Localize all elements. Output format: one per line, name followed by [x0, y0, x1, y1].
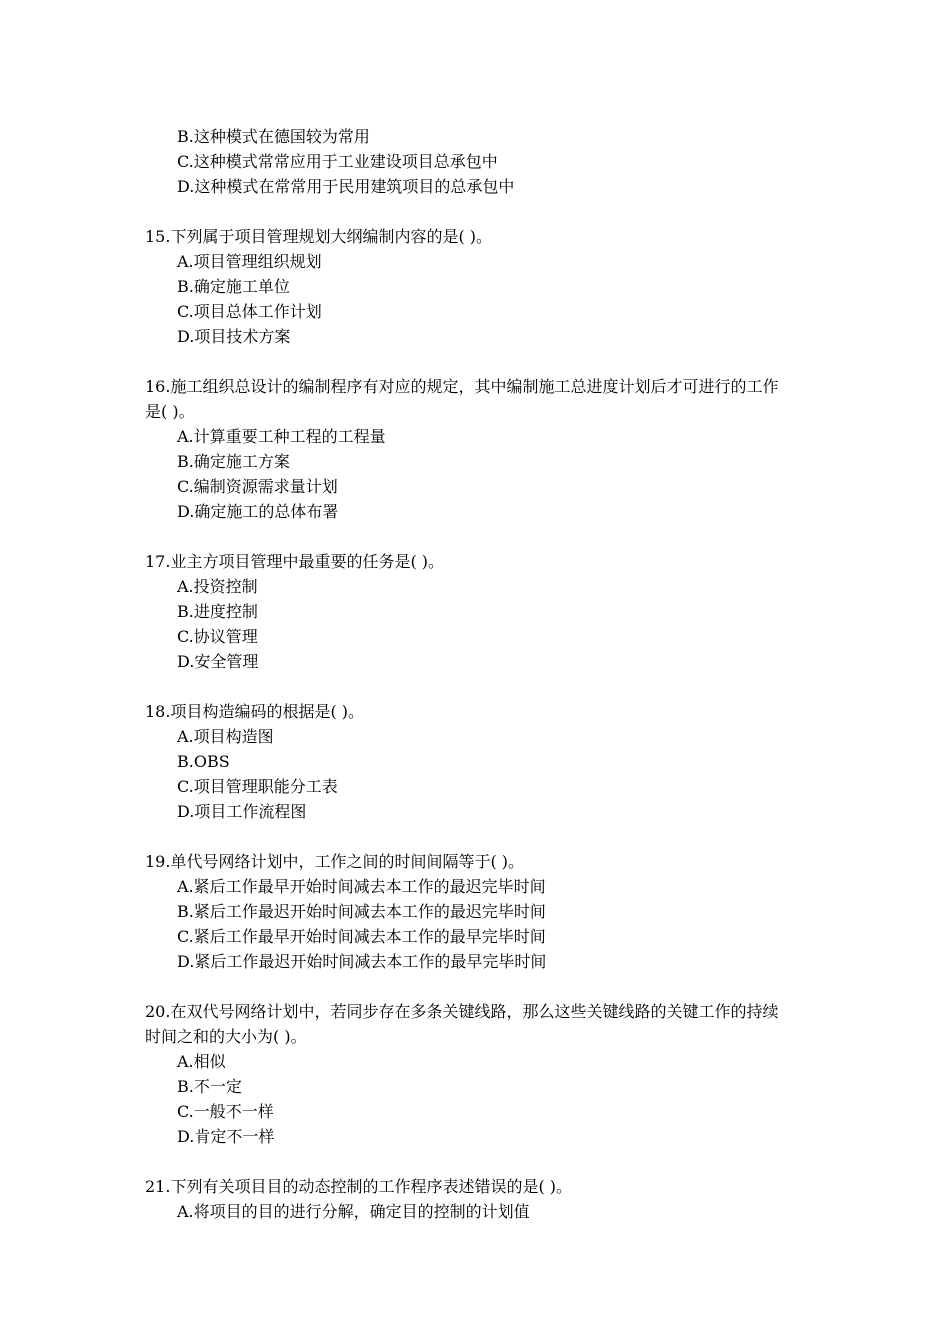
option-line: C.紧后工作最早开始时间减去本工作的最早完毕时间 [177, 927, 546, 946]
question-stem: 15.下列属于项目管理规划大纲编制内容的是( )。 [145, 227, 493, 246]
option-line: B.这种模式在德国较为常用 [177, 127, 370, 146]
option-line: B.OBS [177, 752, 230, 771]
option-line: A.项目构造图 [177, 727, 274, 746]
question-stem: 18.项目构造编码的根据是( )。 [145, 702, 365, 721]
option-line: D.安全管理 [177, 652, 259, 671]
option-line: B.确定施工单位 [177, 277, 290, 296]
option-line: B.紧后工作最迟开始时间减去本工作的最迟完毕时间 [177, 902, 546, 921]
question-stem: 20.在双代号网络计划中，若同步存在多条关键线路，那么这些关键线路的关键工作的持续 [145, 1002, 779, 1021]
option-line: A.投资控制 [177, 577, 258, 596]
question-list [145, 124, 810, 1224]
option-line: D.确定施工的总体布署 [177, 502, 339, 521]
option-line: C.一般不一样 [177, 1102, 274, 1121]
option-line: C.这种模式常常应用于工业建设项目总承包中 [177, 152, 498, 171]
question-stem-continuation: 是( )。 [145, 402, 195, 421]
question-stem: 16.施工组织总设计的编制程序有对应的规定，其中编制施工总进度计划后才可进行的工作 [145, 377, 779, 396]
option-line: A.紧后工作最早开始时间减去本工作的最迟完毕时间 [177, 877, 546, 896]
option-line: B.进度控制 [177, 602, 258, 621]
option-line: D.紧后工作最迟开始时间减去本工作的最早完毕时间 [177, 952, 547, 971]
option-line: A.项目管理组织规划 [177, 252, 322, 271]
option-line: C.协议管理 [177, 627, 258, 646]
option-line: C.项目管理职能分工表 [177, 777, 338, 796]
option-line: B.确定施工方案 [177, 452, 290, 471]
question-stem: 19.单代号网络计划中，工作之间的时间间隔等于( )。 [145, 852, 525, 871]
option-line: D.项目工作流程图 [177, 802, 307, 821]
question-stem-continuation: 时间之和的大小为( )。 [145, 1027, 307, 1046]
option-line: D.肯定不一样 [177, 1127, 275, 1146]
question-stem: 21.下列有关项目目的动态控制的工作程序表述错误的是( )。 [145, 1177, 573, 1196]
question-stem: 17.业主方项目管理中最重要的任务是( )。 [145, 552, 445, 571]
option-line: A.相似 [177, 1052, 226, 1071]
option-line: B.不一定 [177, 1077, 242, 1096]
option-line: A.将项目的目的进行分解，确定目的控制的计划值 [177, 1202, 530, 1221]
option-line: D.项目技术方案 [177, 327, 291, 346]
option-line: C.项目总体工作计划 [177, 302, 322, 321]
option-line: C.编制资源需求量计划 [177, 477, 338, 496]
option-line: D.这种模式在常常用于民用建筑项目的总承包中 [177, 177, 515, 196]
option-line: A.计算重要工种工程的工程量 [177, 427, 386, 446]
